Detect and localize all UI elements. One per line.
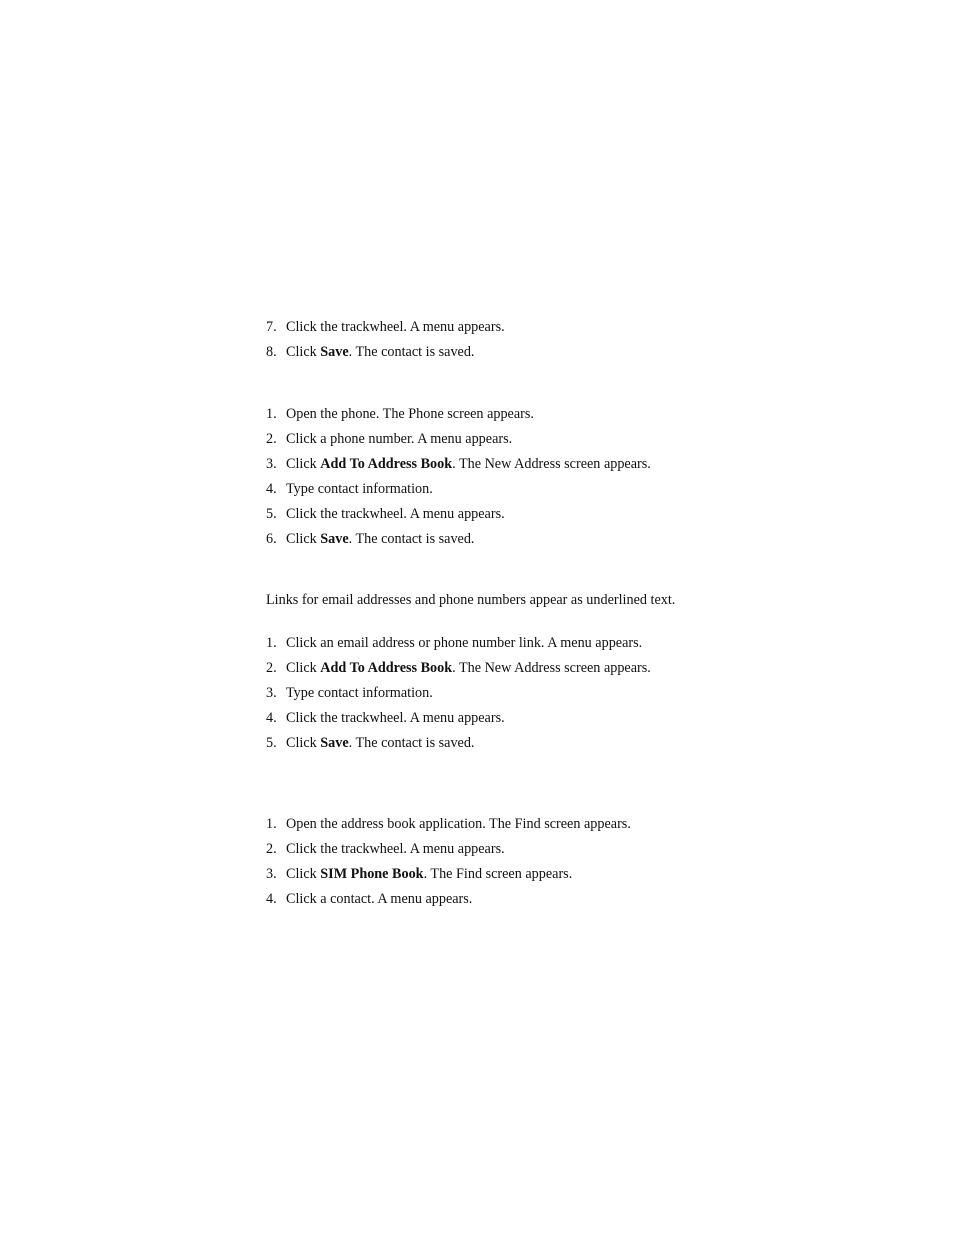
item-text: Click — [286, 344, 321, 360]
item-text: Click — [286, 660, 321, 676]
list-item — [266, 631, 706, 656]
list-item — [266, 477, 706, 502]
item-text: Click — [286, 456, 321, 472]
item-bold-term: Save — [320, 344, 349, 360]
item-text: Open the address book application. The Find screen appears. — [286, 816, 631, 832]
steps-list-add-from-link — [266, 631, 706, 756]
item-text-after: . The Find screen appears. — [423, 866, 573, 882]
list-item — [266, 340, 706, 365]
item-text: Click a phone number. A menu appears. — [286, 431, 513, 447]
item-bold-term: Save — [320, 531, 349, 547]
item-number: 4. — [266, 891, 277, 907]
item-number: 3. — [266, 866, 277, 882]
item-number: 1. — [266, 816, 277, 832]
item-bold-term: Add To Address Book — [320, 660, 453, 676]
item-number: 4. — [266, 710, 277, 726]
list-item — [266, 527, 706, 552]
item-text: Type contact information. — [286, 481, 433, 497]
list-item — [266, 837, 706, 862]
item-text: Type contact information. — [286, 685, 433, 701]
item-text-after: . The New Address screen appears. — [452, 660, 651, 676]
item-number: 4. — [266, 481, 277, 497]
item-bold-term: SIM Phone Book — [320, 866, 424, 882]
list-item — [266, 812, 706, 837]
item-text: Click — [286, 866, 321, 882]
list-item — [266, 502, 706, 527]
list-item — [266, 315, 706, 340]
list-item — [266, 452, 706, 477]
links-paragraph: Links for email addresses and phone numbers appear as underlined text. — [266, 592, 676, 608]
item-number: 1. — [266, 406, 277, 422]
item-text: Click the trackwheel. A menu appears. — [286, 841, 505, 857]
item-text: Click — [286, 531, 321, 547]
item-text: Click a contact. A menu appears. — [286, 891, 473, 907]
steps-list-sim-phone-book — [266, 812, 706, 912]
item-text: Click — [286, 735, 321, 751]
item-number: 2. — [266, 841, 277, 857]
item-number: 5. — [266, 735, 277, 751]
item-text-after: . The contact is saved. — [348, 735, 475, 751]
item-number: 3. — [266, 456, 277, 472]
item-text-after: . The New Address screen appears. — [452, 456, 651, 472]
item-text: Click the trackwheel. A menu appears. — [286, 710, 505, 726]
item-number: 2. — [266, 660, 277, 676]
item-text: Click the trackwheel. A menu appears. — [286, 506, 505, 522]
list-item — [266, 887, 706, 912]
list-item — [266, 427, 706, 452]
item-bold-term: Save — [320, 735, 349, 751]
list-item — [266, 402, 706, 427]
item-number: 2. — [266, 431, 277, 447]
item-number: 7. — [266, 319, 277, 335]
list-item — [266, 656, 706, 681]
item-number: 3. — [266, 685, 277, 701]
list-item — [266, 706, 706, 731]
steps-list-save-contact — [266, 315, 706, 365]
item-number: 8. — [266, 344, 277, 360]
item-text: Click an email address or phone number link. A menu appears. — [286, 635, 643, 651]
list-item — [266, 862, 706, 887]
item-text-after: . The contact is saved. — [348, 531, 475, 547]
item-number: 5. — [266, 506, 277, 522]
list-item — [266, 681, 706, 706]
item-number: 6. — [266, 531, 277, 547]
list-item — [266, 731, 706, 756]
item-text-after: . The contact is saved. — [348, 344, 475, 360]
item-text: Click the trackwheel. A menu appears. — [286, 319, 505, 335]
item-bold-term: Add To Address Book — [320, 456, 453, 472]
item-text: Open the phone. The Phone screen appears. — [286, 406, 534, 422]
item-number: 1. — [266, 635, 277, 651]
steps-list-add-from-phone — [266, 402, 706, 552]
